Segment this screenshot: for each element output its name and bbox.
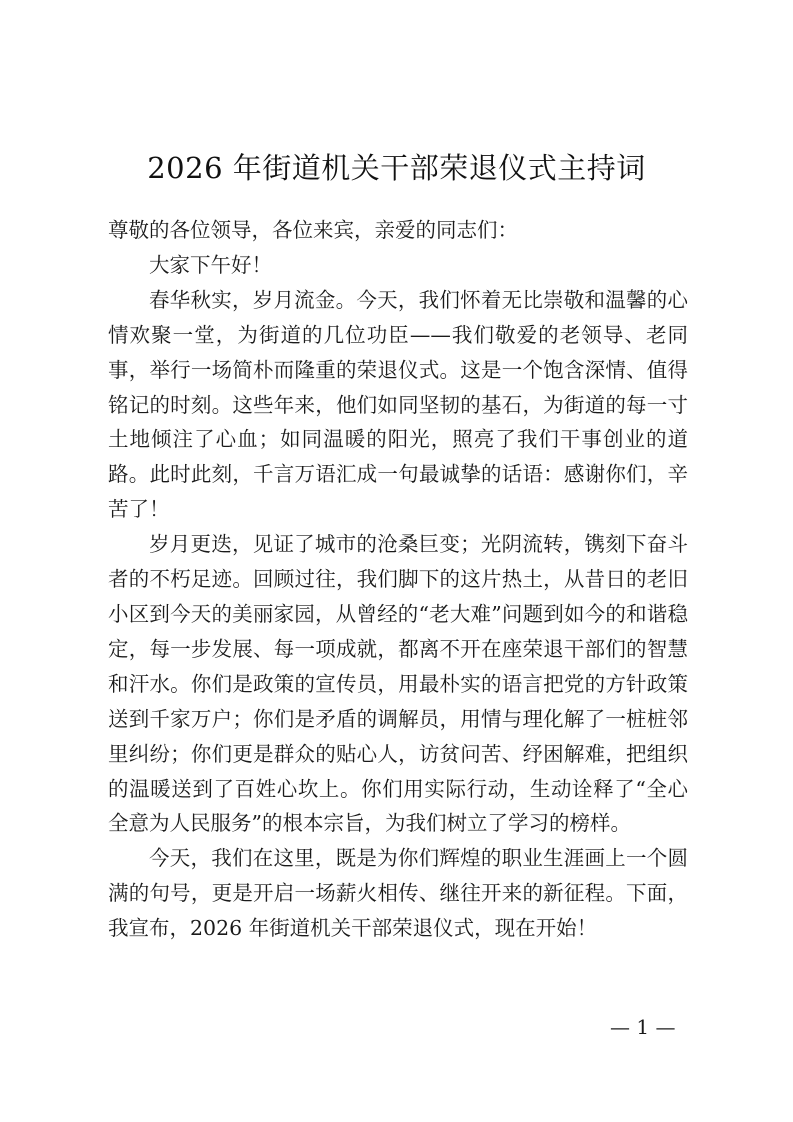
document-body — [108, 213, 688, 946]
body-paragraph-2: 岁月更迭，见证了城市的沧桑巨变；光阴流转，镌刻下奋斗者的不朽足迹。回顾过往，我们脚下的这片热土，从昔日的老旧小区到今天的美丽家园，从曾经的“老大难”问题到如今的和谐稳定，每一步发展、每一项成就，都离不开在座荣退干部们的智慧和汗水。你们是政策的宣传员，用最朴实的语言把党的方针政策送到千家万户；你们是矛盾的调解员，用情与理化解了一桩桩邻里纠纷；你们更是群众的贴心人，访贫问苦、纾困解难，把组织的温暖送到了百姓心坎上。你们用实际行动，生动诠释了“全心全意为人民服务”的根本宗旨，为我们树立了学习的榜样。 — [108, 532, 688, 836]
document-title: 2026 年街道机关干部荣退仪式主持词 — [147, 151, 646, 185]
page-number: — 1 — — [610, 1015, 676, 1039]
body-paragraph-3: 今天，我们在这里，既是为你们辉煌的职业生涯画上一个圆满的句号，更是开启一场薪火相传、继往开来的新征程。下面，我宣布，2026 年街道机关干部荣退仪式，现在开始！ — [108, 846, 688, 941]
body-paragraph-1: 春华秋实，岁月流金。今天，我们怀着无比崇敬和温馨的心情欢聚一堂，为街道的几位功臣——我们敬爱的老领导、老同事，举行一场简朴而隆重的荣退仪式。这是一个饱含深情、值得铭记的时刻。这些年来，他们如同坚韧的基石，为街道的每一寸土地倾注了心血；如同温暖的阳光，照亮了我们干事创业的道路。此时此刻，千言万语汇成一句最诚挚的话语：感谢你们，辛苦了！ — [108, 287, 688, 522]
salutation-paragraph: 尊敬的各位领导，各位来宾，亲爱的同志们： — [108, 218, 518, 242]
greeting-paragraph: 大家下午好！ — [149, 252, 272, 277]
